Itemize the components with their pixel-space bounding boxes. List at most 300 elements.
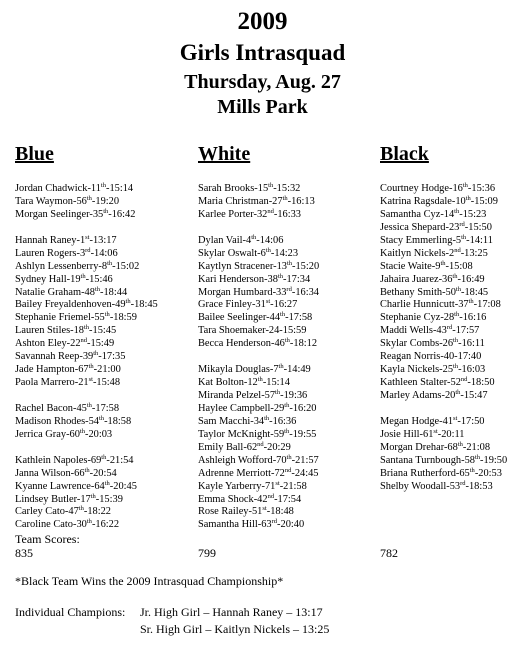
runner-name: Sam Macchi [198,415,251,427]
place-suffix: st [453,414,458,422]
document-year: 2009 [237,8,288,35]
runner-time: 18:59 [113,312,137,324]
runner-entry: Taylor McKnight-59th-19:55 [198,427,317,440]
runner-entry: Paola Marrero-21st-15:48 [15,376,121,389]
runner-name: Savannah Reep [15,351,80,363]
runner-place: 69 [90,454,102,466]
runner-entry: Kayle Yarberry-71st-21:58 [198,479,307,492]
place-suffix: rd [85,246,91,254]
runner-time: 15:48 [96,377,121,389]
runner-place: 66 [74,467,85,479]
runner-place: 48 [84,286,95,298]
runner-name: Stephanie Friemel [15,312,91,324]
place-suffix: nd [257,440,264,448]
runner-place: 23 [448,221,460,233]
runner-entry: Santana Turnbough-58th-19:50 [380,453,508,466]
runner-name: Stacie Waite [380,260,432,272]
runner-time: 15:45 [92,325,117,337]
runner-entry: Stephanie Cyz-28th-16:16 [380,311,487,324]
runner-name: Courtney Hodge [380,183,449,194]
runner-time: 16:42 [111,208,136,220]
runner-name: Bailee Seelinger [198,312,267,324]
runner-name: Stephanie Cyz [380,312,441,324]
event-date: Thursday, Aug. 27 [184,71,341,93]
runner-time: 18:45 [134,299,158,311]
runner-time: 13:17 [92,234,117,246]
runner-place: 12 [247,377,258,389]
team-title-black: Black [380,143,429,165]
runner-time: 18:58 [107,415,132,427]
runner-entry: Ashleigh Wofford-70th-21:57 [198,453,319,466]
runner-place: 20 [444,390,456,401]
runner-time: 15:47 [463,390,488,401]
jr-high-champion: Jr. High Girl – Hannah Raney – 13:17 [140,605,323,619]
runner-name: Ashlyn Lessenberry [15,260,99,272]
team-score-black: 782 [380,546,398,560]
runner-entry: Kari Henderson-38th-17:34 [198,272,311,285]
runner-name: Ashton Eley [15,338,67,350]
runner-name: Kathleen Stalter [380,377,448,389]
runner-time: 20:40 [280,519,305,531]
runner-entry: Lauren Rogers-3rd-14:06 [15,246,118,259]
runner-place: 44 [269,312,281,324]
runner-time: 21:08 [466,441,491,453]
runner-place: 36 [442,273,453,285]
runner-name: Maddi Wells [380,325,433,337]
runner-time: 16:34 [295,286,319,298]
place-suffix: th [251,233,257,241]
runner-time: 15:08 [448,260,473,272]
runner-time: 15:14 [109,183,134,194]
runner-time: 17:08 [477,299,501,311]
runner-place: 11 [90,183,101,194]
runner-name: Reagan Norris [380,351,441,363]
runner-entry: Charlie Hunnicutt-37th-17:08 [380,298,501,311]
place-suffix: th [454,311,460,319]
runner-place: 39 [82,351,94,363]
runner-place: 16 [452,183,463,194]
runner-name: Caroline Cato [15,519,74,531]
runner-time: 18:48 [270,506,294,518]
runner-entry: Courtney Hodge-16th-15:36 [380,182,496,194]
runner-place: 56 [76,195,87,207]
runner-place: 31 [255,299,266,311]
runner-name: Madison Rhodes [15,415,86,427]
place-suffix: th [286,453,292,461]
runner-time: 16:27 [273,299,298,311]
runner-name: Kaitlyn Nickels [380,247,446,259]
runner-time: 18:45 [464,286,489,298]
runner-time: 18:53 [468,480,493,492]
place-suffix: st [433,427,438,435]
place-suffix: th [107,259,113,267]
runner-time: 15:49 [90,338,115,350]
runner-entry: Stacie Waite-9th-15:08 [380,259,473,272]
runner-time: 24:45 [294,467,319,479]
runner-name: Jerrica Gray [15,428,67,440]
individual-champions-label: Individual Champions: [15,605,126,619]
place-suffix: st [85,233,90,241]
runner-place: 62 [246,441,258,453]
runner-place: 15 [257,183,269,194]
runner-name: Lauren Stiles [15,325,71,337]
runner-time: 21:58 [283,480,307,492]
team-title-white: White [198,143,251,165]
runner-time: 20:29 [267,441,291,453]
runner-entry: Jordan Chadwick-11th-15:14 [15,182,134,194]
runner-time: 18:22 [87,506,111,518]
runner-time: 18:12 [293,338,318,350]
runner-place: 68 [447,441,458,453]
place-suffix: th [474,453,481,461]
place-suffix: th [94,285,100,293]
runner-place: 18 [73,325,84,337]
place-suffix: th [104,311,110,319]
runner-entry: Jahaira Juarez-36th-16:49 [380,272,485,285]
runner-entry: Lindsey Butler-17th-15:39 [15,492,123,505]
runner-place: 43 [436,325,447,337]
runner-place: 25 [442,364,454,376]
runner-time: 17:40 [457,351,482,363]
runner-entry: Emily Ball-62nd-20:29 [198,440,291,453]
runner-entry: Tara Shoemaker-24-15:59 [198,325,307,337]
runner-time: 15:36 [471,183,496,194]
runner-name: Josie Hill [380,428,420,440]
runner-place: 6 [260,247,266,259]
runner-time: 13:25 [464,247,488,259]
place-suffix: th [455,389,461,396]
runner-name: Becca Henderson [198,338,271,350]
place-suffix: th [284,337,290,345]
runner-entry: Savannah Reep-39th-17:35 [15,350,126,363]
runner-name: Karlee Porter [198,208,254,220]
runner-entry: Kayla Nickels-25th-16:03 [380,363,486,376]
runner-place: 45 [76,402,87,414]
runner-name: Rachel Bacon [15,402,73,414]
runner-place: 17 [80,493,91,505]
group-spacer [198,222,319,235]
runner-name: Briana Rutherford [380,467,456,479]
runner-entry: Becca Henderson-46th-18:12 [198,337,318,350]
runner-name: Sydney Hall [15,273,67,285]
place-suffix: rd [460,479,466,487]
place-suffix: th [454,207,460,215]
runner-name: Emma Shock [198,493,254,505]
runner-place: 5 [455,234,462,246]
runner-entry: Kaitlyn Nickels-2nd-13:25 [380,246,488,259]
runner-time: 17:54 [277,493,302,505]
runner-place: 38 [267,273,278,285]
runner-entry: Briana Rutherford-65th-20:53 [380,466,502,479]
runner-entry: Haylee Campbell-29th-16:20 [198,401,317,414]
runner-entry: Madison Rhodes-54th-18:58 [15,414,132,427]
runner-entry: Jessica Shepard-23rd-15:50 [380,220,492,233]
runner-entry: Kathlein Napoles-69th-21:54 [15,453,134,466]
runner-place: 58 [464,454,475,466]
runner-entry: Adrenne Merriott-72nd-24:45 [198,466,319,479]
runner-name: Skylar Combs [380,338,440,350]
runner-place: 13 [276,260,287,272]
runner-time: 15:59 [282,325,307,337]
runner-name: Paola Marrero [15,377,75,389]
runner-time: 17:50 [460,415,485,427]
runner-name: Jordan Chadwick [15,183,88,194]
runner-place: 8 [101,260,108,272]
place-suffix: th [86,518,92,526]
runner-name: Marley Adams [380,390,442,401]
event-location: Mills Park [217,96,308,118]
runner-time: 18:50 [470,377,495,389]
runner-name: Santana Turnbough [380,454,462,466]
place-suffix: th [264,414,270,422]
runner-time: 21:00 [97,364,121,376]
runner-name: Bailey Freyaldenhoven [15,299,112,311]
place-suffix: th [440,259,446,267]
place-suffix: st [88,376,93,384]
runner-name: Ashleigh Wofford [198,454,273,466]
runner-place: 32 [256,208,268,220]
runner-entry: Grace Finley-31st-16:27 [198,298,298,311]
place-suffix: th [93,350,99,358]
runner-time: 14:49 [287,364,311,376]
runner-entry: Maria Christman-27th-16:13 [198,194,315,207]
runner-entry: Rachel Bacon-45th-17:58 [15,401,120,414]
runner-entry: Ashlyn Lessenberry-8th-15:02 [15,259,140,272]
place-suffix: th [284,427,290,435]
runner-time: 21:57 [295,454,319,466]
place-suffix: nd [80,337,88,345]
place-suffix: th [455,285,461,293]
runner-name: Janna Wilson [15,467,71,479]
runner-entry: Megan Hodge-41st-17:50 [380,414,485,427]
runner-entry: Josie Hill-61st-20:11 [380,427,465,440]
runner-time: 20:53 [478,467,502,479]
runner-time: 19:50 [483,454,508,466]
group-spacer [198,351,319,364]
runner-entry: Samantha Hill-63rd-20:40 [198,518,305,531]
runner-place: 1 [79,234,86,246]
place-suffix: th [275,389,281,396]
runner-time: 16:22 [95,519,120,531]
runner-entry: Samantha Cyz-14th-15:23 [380,207,487,220]
place-suffix: th [452,272,458,280]
runner-time: 18:44 [103,286,128,298]
runner-name: Kat Bolton [198,377,244,389]
place-suffix: rd [459,220,465,228]
runner-entry: Miranda Pelzel-57th-19:36 [198,389,308,401]
runner-name: Samantha Hill [198,519,258,531]
runner-place: 21 [78,377,89,389]
place-suffix: th [469,466,475,474]
runner-time: 15:14 [266,377,290,389]
runner-place: 51 [251,506,263,518]
place-suffix: nd [284,466,292,474]
place-suffix: th [86,401,92,409]
runner-place: 2 [448,247,455,259]
runner-entry: Ashton Eley-22nd-15:49 [15,337,115,350]
place-suffix: rd [446,324,453,332]
runner-entry: Morgan Humbard-33rd-16:34 [198,285,319,298]
team-title-blue: Blue [15,143,54,165]
runner-time: 16:16 [462,312,487,324]
place-suffix: rd [271,518,278,526]
place-suffix: th [265,246,271,254]
runner-time: 15:39 [99,493,123,505]
runner-place: 19 [70,273,81,285]
runner-place: 29 [273,402,285,414]
group-spacer [380,403,507,416]
place-suffix: nd [454,246,461,254]
runner-time: 21:54 [109,454,134,466]
runner-name: Morgan Humbard [198,286,273,298]
place-suffix: th [88,363,94,371]
place-suffix: th [268,182,274,189]
runner-place: 54 [88,415,99,427]
runner-place: 14 [443,208,455,220]
runner-place: 71 [264,480,276,492]
runner-place: 63 [261,519,272,531]
runner-place: 28 [443,312,455,324]
place-suffix: st [265,298,271,306]
runner-name: Rose Railey [198,506,249,518]
runner-time: 15:20 [295,260,320,272]
runner-place: 46 [274,338,285,350]
runner-entry: Kyanne Lawrence-64th-20:45 [15,479,137,492]
runner-entry: Bethany Smith-50th-18:45 [380,285,489,298]
runner-entry: Lauren Stiles-18th-15:45 [15,324,117,337]
place-suffix: th [99,414,105,422]
runner-entry: Shelby Woodall-53rd-18:53 [380,479,493,492]
group-spacer [15,442,158,455]
runner-place: 33 [276,286,287,298]
championship-note: *Black Team Wins the 2009 Intrasquad Championship* [15,574,284,588]
runner-name: Sarah Brooks [198,183,255,194]
runner-entry: Jerrica Gray-60th-20:03 [15,427,113,440]
runner-name: Kayla Nickels [380,364,440,376]
runner-name: Emily Ball [198,441,244,453]
runner-entry: Sam Macchi-34th-16:36 [198,414,297,427]
runner-name: Kyanne Lawrence [15,480,91,492]
runner-name: Morgan Drehar [380,441,444,453]
runner-place: 64 [94,480,105,492]
runner-time: 14:06 [259,234,284,246]
runner-time: 15:50 [468,221,492,233]
runner-entry: Caroline Cato-30th-16:22 [15,518,120,531]
place-suffix: th [100,182,106,189]
runner-time: 16:33 [277,208,301,220]
place-suffix: th [83,324,90,332]
runner-name: Jahaira Juarez [380,273,439,285]
place-suffix: st [262,505,267,513]
runner-entry: Morgan Drehar-68th-21:08 [380,440,491,453]
runner-place: 50 [445,286,456,298]
runner-place: 53 [449,480,461,492]
runner-place: 24 [268,325,280,337]
runner-time: 14:06 [94,247,118,259]
place-suffix: th [125,298,131,306]
runner-entry: Stacy Emmerling-5th-14:11 [380,233,493,246]
runner-name: Lauren Rogers [15,247,77,259]
runner-name: Tara Shoemaker [198,325,266,337]
runner-place: 9 [435,260,441,272]
runner-time: 17:58 [95,402,120,414]
runner-name: Megan Hodge [380,415,440,427]
runner-time: 14:23 [274,247,299,259]
runner-entry: Skylar Oswalt-6th-14:23 [198,246,299,259]
event-title: Girls Intrasquad [179,40,346,65]
place-suffix: th [453,337,459,345]
runner-name: Tara Waymon [15,195,73,207]
place-suffix: th [104,479,110,487]
place-suffix: th [453,363,459,371]
runner-name: Maria Christman [198,195,269,207]
runner-entry: Hannah Raney-1st-13:17 [15,233,117,246]
runner-place: 61 [423,428,434,440]
runner-time: 19:20 [95,195,120,207]
runner-name: Miranda Pelzel [198,390,262,401]
runner-entry: Kathleen Stalter-52nd-18:50 [380,376,495,389]
runner-time: 20:54 [93,467,117,479]
runner-name: Charlie Hunnicutt [380,299,455,311]
runner-place: 10 [455,195,466,207]
runner-time: 20:11 [441,428,465,440]
place-suffix: th [86,194,92,202]
team-roster-blue [15,183,158,532]
runner-entry: Carley Cato-47th-18:22 [15,505,111,518]
runner-name: Jade Hampton [15,364,75,376]
runner-place: 49 [115,299,126,311]
runner-time: 19:36 [283,390,308,401]
runner-entry: Reagan Norris-40-17:40 [380,351,482,363]
place-suffix: th [468,298,474,306]
place-suffix: th [280,311,286,319]
runner-entry: Karlee Porter-32nd-16:33 [198,207,301,220]
runner-entry: Katrina Ragsdale-10th-15:09 [380,194,498,207]
place-suffix: th [461,233,467,241]
runner-name: Taylor McKnight [198,428,271,440]
runner-entry: Marley Adams-20th-15:47 [380,389,488,401]
runner-place: 57 [264,390,276,401]
runner-name: Grace Finley [198,299,252,311]
runner-name: Katrina Ragsdale [380,195,452,207]
runner-time: 16:11 [461,338,485,350]
runner-entry: Sarah Brooks-15th-15:32 [198,182,301,194]
runner-name: Kayle Yarberry [198,480,262,492]
place-suffix: th [103,207,109,215]
runner-entry: Kat Bolton-12th-15:14 [198,376,290,389]
runner-name: Stacy Emmerling [380,234,453,246]
runner-name: Shelby Woodall [380,480,447,492]
team-scores-label: Team Scores: [15,532,80,546]
runner-name: Carley Cato [15,506,65,518]
place-suffix: th [79,427,85,435]
runner-time: 15:09 [474,195,498,207]
runner-entry: Bailey Freyaldenhoven-49th-18:45 [15,298,158,311]
runner-time: 16:49 [460,273,485,285]
runner-time: 15:46 [89,273,113,285]
runner-name: Samantha Cyz [380,208,441,220]
runner-entry: Natalie Graham-48th-18:44 [15,285,128,298]
team-score-white: 799 [198,546,216,560]
runner-time: 16:03 [461,364,486,376]
place-suffix: th [84,466,90,474]
runner-entry: Bailee Seelinger-44th-17:58 [198,311,313,324]
place-suffix: th [78,505,84,513]
runner-time: 17:34 [286,273,311,285]
runner-name: Dylan Vail [198,234,243,246]
place-suffix: th [277,272,283,280]
runner-place: 35 [92,208,104,220]
